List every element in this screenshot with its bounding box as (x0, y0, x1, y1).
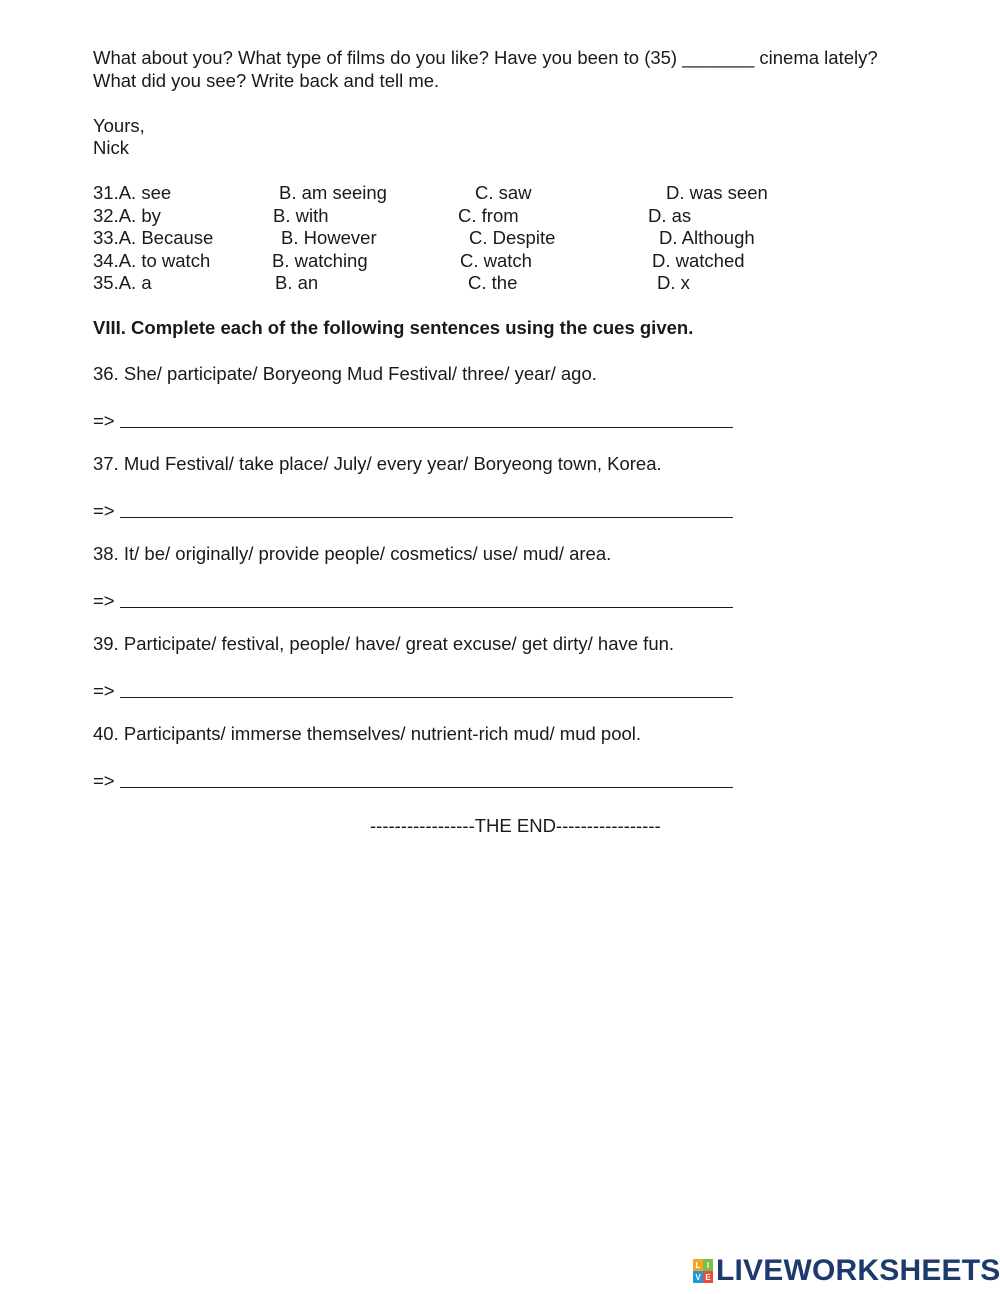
answer-field-36[interactable] (93, 410, 733, 432)
question-36: 36. She/ participate/ Boryeong Mud Festival/ three/ year/ ago. (93, 363, 597, 384)
option-a[interactable]: 32.A. by (93, 205, 161, 226)
logo-grid-icon (693, 1259, 713, 1283)
answer-arrow: => (93, 410, 115, 431)
answer-arrow: => (93, 770, 115, 791)
question-39: 39. Participate/ festival, people/ have/ great excuse/ get dirty/ have fun. (93, 633, 675, 654)
liveworksheets-logo[interactable] (693, 1254, 1000, 1288)
option-c[interactable]: C. the (468, 272, 518, 293)
option-d[interactable]: D. as (648, 205, 692, 226)
option-b[interactable]: B. am seeing (279, 182, 387, 203)
option-d[interactable]: D. Although (659, 227, 755, 248)
answer-field-38[interactable] (93, 590, 733, 612)
answer-blank[interactable] (120, 785, 733, 788)
answer-arrow: => (93, 680, 115, 701)
answer-field-39[interactable] (93, 680, 733, 702)
answer-field-40[interactable] (93, 770, 733, 792)
logo-letter-e: E (703, 1271, 713, 1283)
letter-signature: Nick (93, 137, 129, 158)
question-40: 40. Participants/ immerse themselves/ nutrient-rich mud/ mud pool. (93, 723, 642, 744)
logo-letter-v: V (693, 1271, 703, 1283)
answer-arrow: => (93, 500, 115, 521)
logo-letter-l: L (693, 1259, 703, 1271)
option-b[interactable]: B. However (281, 227, 377, 248)
answer-blank[interactable] (120, 425, 733, 428)
question-37: 37. Mud Festival/ take place/ July/ every year/ Boryeong town, Korea. (93, 453, 662, 474)
option-c[interactable]: C. watch (460, 250, 532, 271)
the-end-marker: -----------------THE END----------------- (370, 815, 661, 836)
option-a[interactable]: 33.A. Because (93, 227, 214, 248)
answer-field-37[interactable] (93, 500, 733, 522)
section-heading: VIII. Complete each of the following sentences using the cues given. (93, 317, 694, 338)
option-c[interactable]: C. saw (475, 182, 532, 203)
option-b[interactable]: B. watching (272, 250, 368, 271)
option-c[interactable]: C. from (458, 205, 519, 226)
option-d[interactable]: D. watched (652, 250, 745, 271)
logo-letter-i: I (703, 1259, 713, 1271)
option-c[interactable]: C. Despite (469, 227, 556, 248)
letter-closing: Yours, (93, 115, 145, 136)
option-d[interactable]: D. was seen (666, 182, 768, 203)
option-d[interactable]: D. x (657, 272, 690, 293)
answer-blank[interactable] (120, 515, 733, 518)
logo-text: LIVEWORKSHEETS (716, 1254, 1000, 1287)
answer-blank[interactable] (120, 605, 733, 608)
letter-line-1: What about you? What type of films do you like? Have you been to (35) _______ cinema lately? (93, 47, 878, 68)
option-a[interactable]: 31.A. see (93, 182, 172, 203)
option-b[interactable]: B. an (275, 272, 319, 293)
option-a[interactable]: 34.A. to watch (93, 250, 211, 271)
answer-blank[interactable] (120, 695, 733, 698)
answer-arrow: => (93, 590, 115, 611)
option-a[interactable]: 35.A. a (93, 272, 152, 293)
question-38: 38. It/ be/ originally/ provide people/ cosmetics/ use/ mud/ area. (93, 543, 612, 564)
option-b[interactable]: B. with (273, 205, 329, 226)
letter-line-2: What did you see? Write back and tell me. (93, 70, 440, 91)
